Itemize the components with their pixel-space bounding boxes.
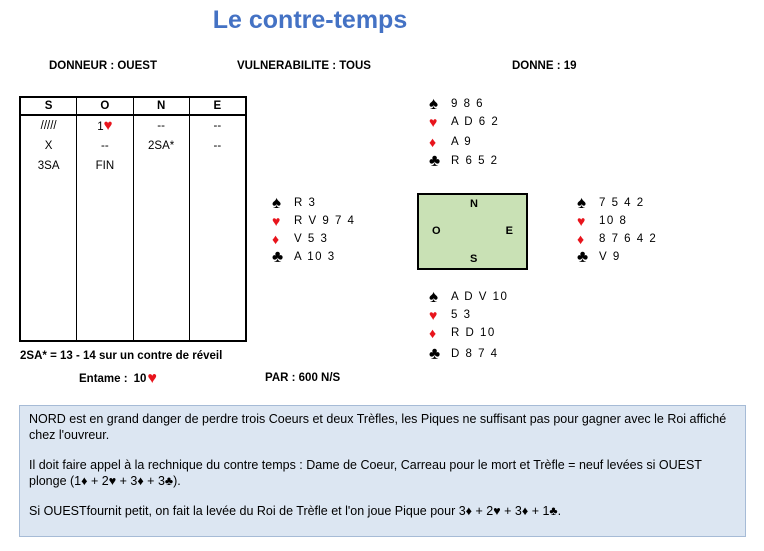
west-diamonds [272,230,355,248]
bid-cell: ///// [40,120,57,132]
north-hearts [429,113,499,131]
bid-cell: X [44,140,53,152]
east-clubs-cards: V 9 [599,251,621,263]
east-hand [577,194,657,266]
bid-cell: -- [101,140,109,152]
heart-icon: ♥ [429,114,439,130]
heart-icon: ♥ [272,213,282,229]
east-diamonds-cards: 8 7 6 4 2 [599,233,658,245]
bid-cell [190,156,245,176]
bidding-table [19,96,247,342]
north-clubs-cards: R 6 5 2 [451,155,499,167]
south-diamonds [429,324,508,342]
lead-value: 10 [133,373,147,385]
north-diamonds-cards: A 9 [451,135,473,148]
east-spades [577,194,657,212]
north-clubs [429,152,499,170]
east-spades-cards: 7 5 4 2 [599,197,645,209]
club-icon: ♣ [429,344,442,363]
commentary-paragraph-2: Il doit faire appel à la rechnique du contre temps : Dame de Coeur, Carreau pour le mort et Trèfle = neuf levées si OUEST plonge (1♦ + 2♥ + 3♦ + 3♣). [29,458,702,488]
compass-north: N [470,198,478,210]
dealer-label: DONNEUR : OUEST [49,60,157,72]
bidding-column-north [134,98,190,340]
bid-cell: 2SA* [148,140,175,152]
convention-note [20,350,222,362]
east-diamonds [577,230,657,248]
compass-east: E [505,225,513,237]
south-diamonds-cards: R D 10 [451,327,496,339]
north-diamonds [429,131,499,152]
north-spades-cards: 9 8 6 [451,98,485,110]
east-clubs [577,248,657,266]
bid-cell: FIN [95,160,115,172]
club-icon: ♣ [577,247,590,266]
bidding-header-north: N [134,98,189,116]
club-icon: ♣ [429,151,442,170]
north-hearts-cards: A D 6 2 [451,116,500,128]
south-hearts [429,306,508,324]
north-spades [429,95,499,113]
bidding-column-east [190,98,245,340]
diamond-icon: ♦ [429,133,438,150]
convention-key: 2SA* [20,350,47,362]
east-hearts-cards: 10 8 [599,215,628,227]
west-spades [272,194,355,212]
south-clubs-cards: D 8 7 4 [451,348,499,360]
heart-icon: ♥ [429,307,439,323]
page-title: Le contre-temps [212,6,408,34]
south-hearts-cards: 5 3 [451,309,472,321]
north-hand [429,95,499,170]
bidding-header-west: O [77,98,132,116]
east-hearts [577,212,657,230]
bidding-header-east: E [190,98,245,116]
bid-cell: -- [157,120,165,132]
bidding-column-south [21,98,77,340]
diamond-icon: ♦ [272,231,281,247]
west-hearts-cards: R V 9 7 4 [294,215,356,227]
diamond-icon: ♦ [429,325,438,341]
heart-icon: ♥ [147,370,157,387]
vulnerability-label: VULNERABILITE : TOUS [237,60,371,72]
bidding-header-south: S [21,98,76,116]
convention-text: = 13 - 14 sur un contre de réveil [50,350,223,362]
heart-icon: ♥ [577,213,587,229]
south-clubs [429,342,508,366]
west-clubs-cards: A 10 3 [294,251,336,263]
south-hand [429,288,508,366]
spade-icon: ♠ [272,193,283,212]
south-spades-cards: A D V 10 [451,291,509,303]
bid-cell [134,156,189,176]
spade-icon: ♠ [429,94,440,113]
west-spades-cards: R 3 [294,197,317,209]
table-compass [417,193,528,270]
bid-cell-opening [77,116,132,136]
bid-cell: -- [213,120,222,132]
lead-label: Entame : [79,373,128,385]
diamond-icon: ♦ [577,231,586,247]
spade-icon: ♠ [429,287,440,306]
lead-note [79,370,157,388]
par-label: PAR : 600 N/S [265,372,341,384]
commentary-paragraph-1: NORD est en grand danger de perdre trois Coeurs et deux Trèfles, les Piques ne suffisant pas pour gagner avec le Roi affiché chez l'ouvreur. [29,412,727,442]
club-icon: ♣ [272,247,285,266]
west-hearts [272,212,355,230]
bid-cell-value: 1 [97,121,104,133]
compass-west: O [432,225,441,237]
commentary-box [19,405,746,537]
compass-south: S [470,253,478,265]
west-clubs [272,248,355,266]
deal-number-label: DONNE : 19 [512,60,577,72]
bid-cell: -- [213,140,222,152]
bidding-column-west [77,98,133,340]
commentary-paragraph-3: Si OUESTfournit petit, on fait la levée du Roi de Trèfle et l'on joue Pique pour 3♦ + 2♥ + 3♦ + 1♣. [29,504,562,518]
south-spades [429,288,508,306]
west-diamonds-cards: V 5 3 [294,233,329,245]
west-hand [272,194,355,266]
heart-icon: ♥ [103,117,113,134]
bid-cell: 3SA [37,160,60,172]
spade-icon: ♠ [577,193,588,212]
